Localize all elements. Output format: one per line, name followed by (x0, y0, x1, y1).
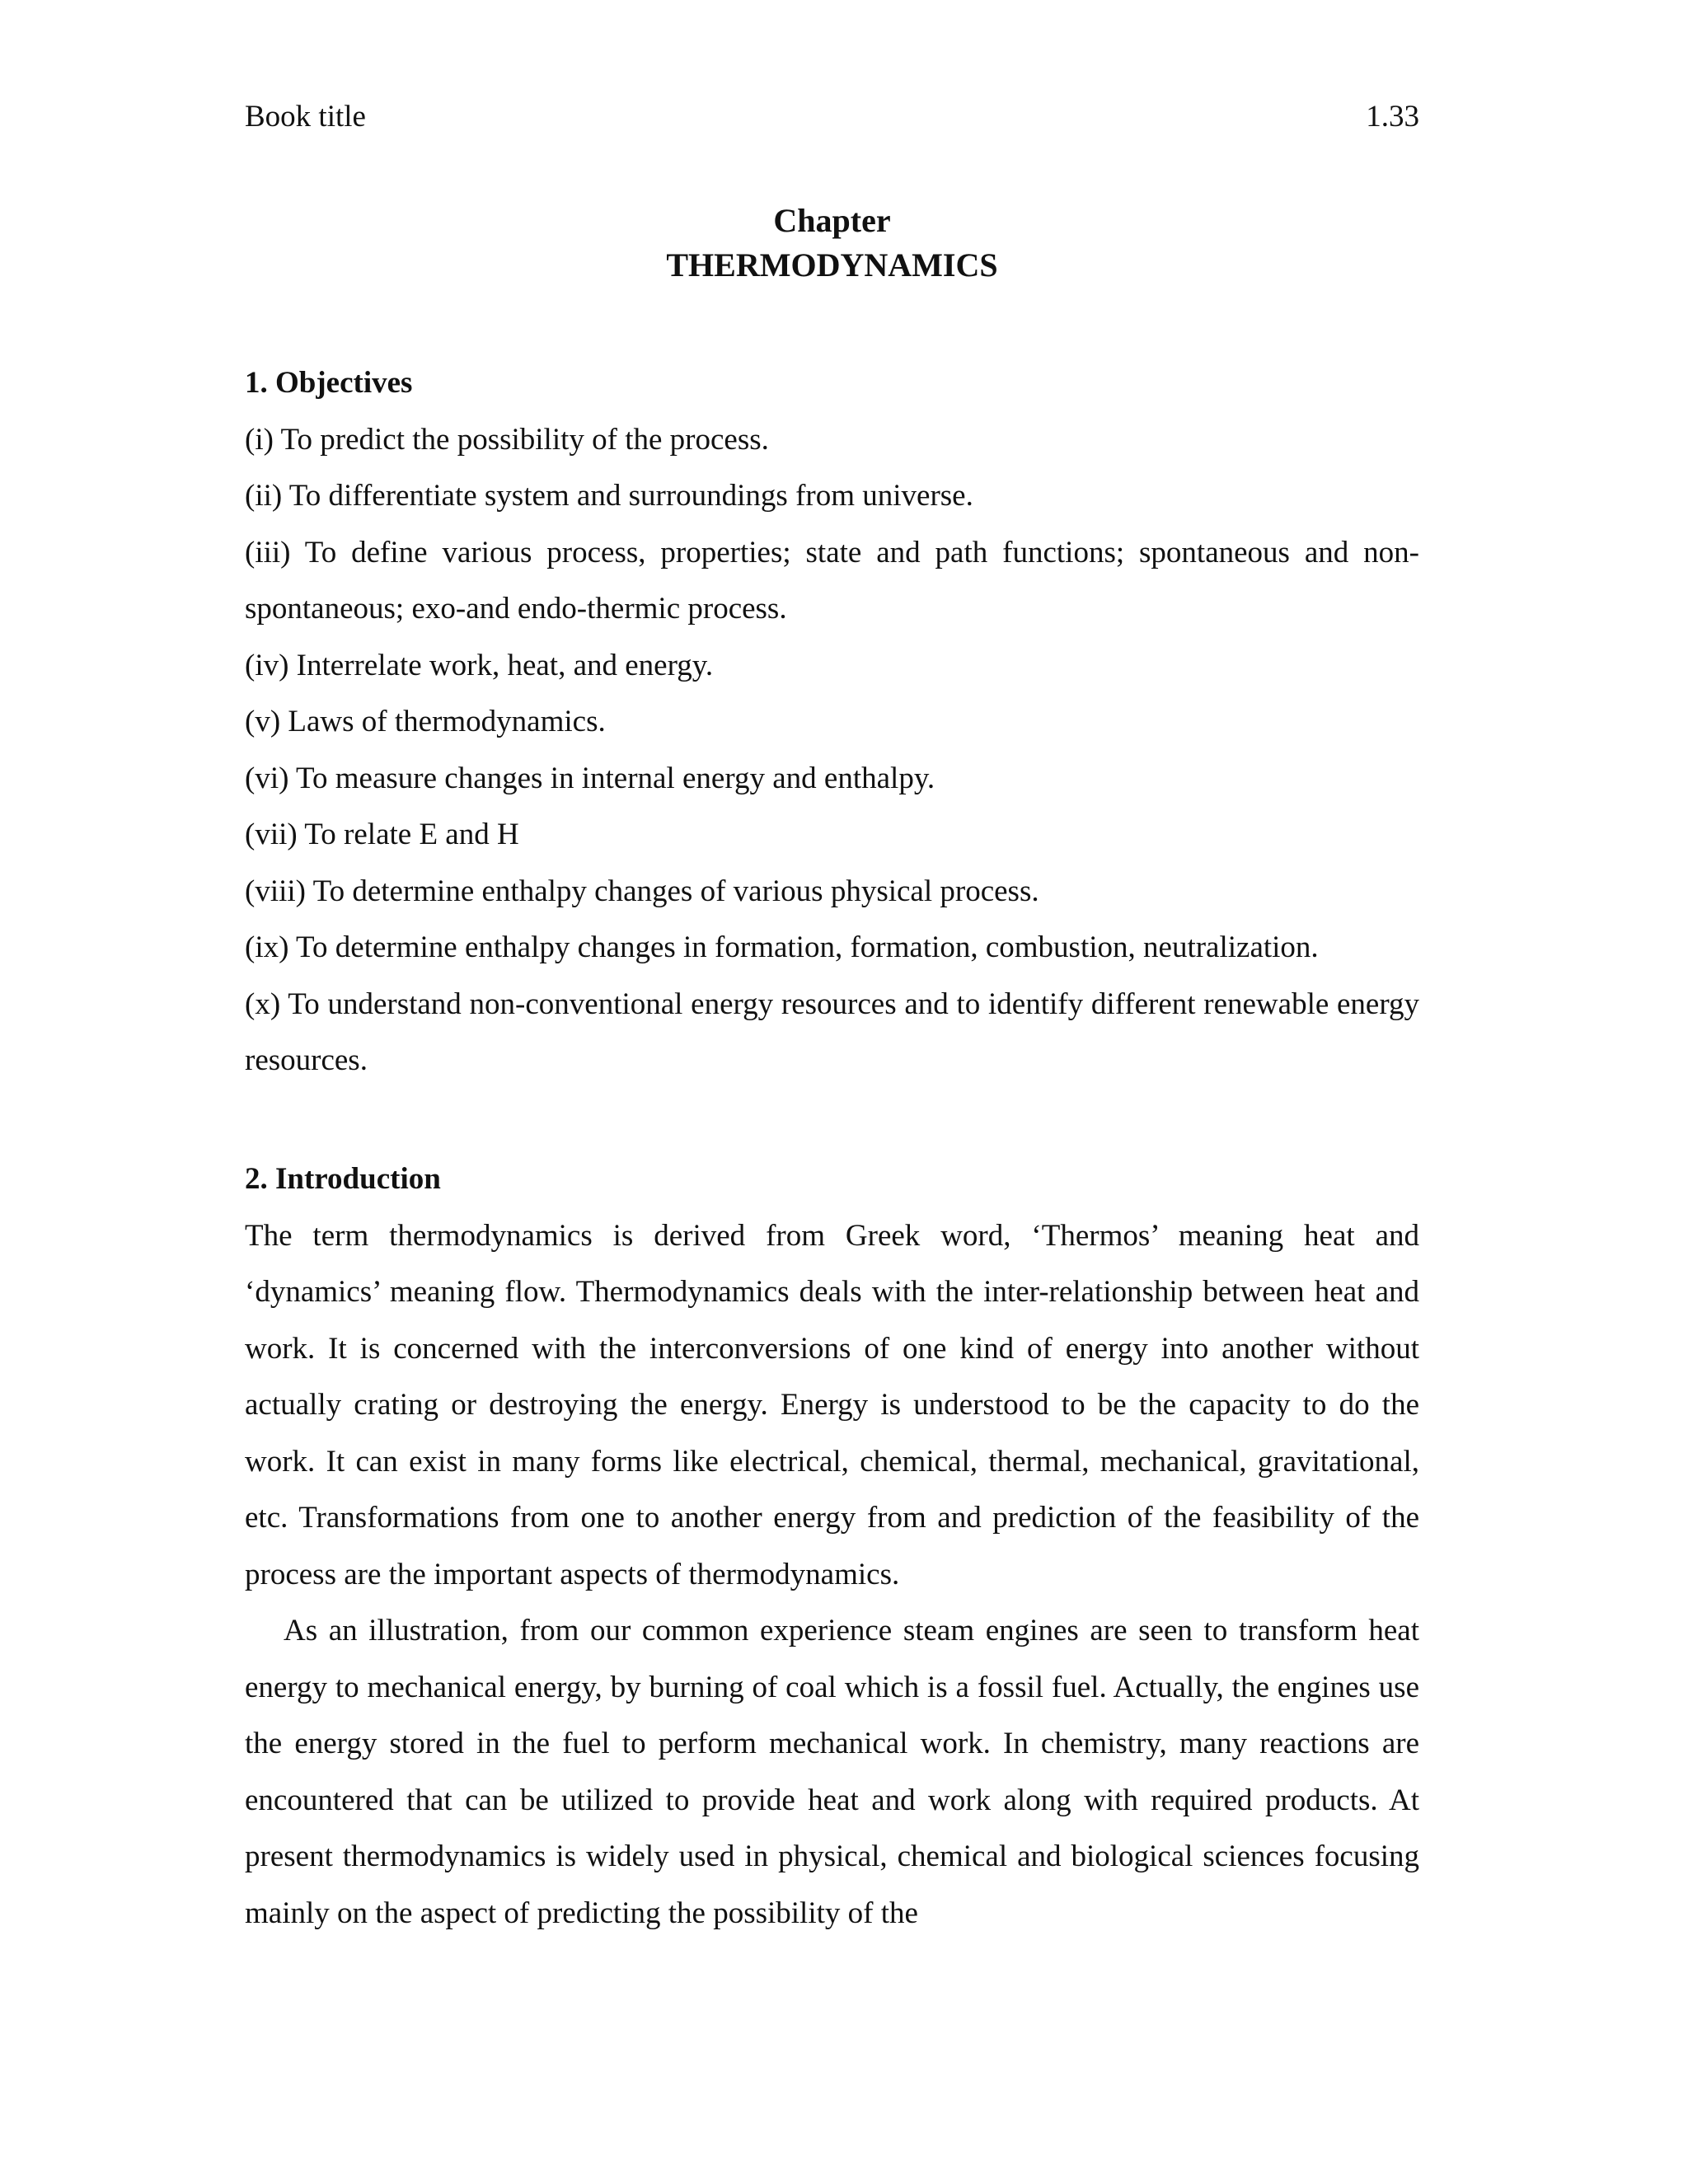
introduction-section (245, 1151, 1419, 1942)
objective-item: (i) To predict the possibility of the process. (245, 422, 769, 457)
introduction-heading: 2. Introduction (245, 1162, 441, 1196)
objectives-section (245, 355, 1419, 1090)
objective-item: (v) Laws of thermodynamics. (245, 705, 606, 738)
objective-item: (iii) To define various process, properties; state and path functions; spontaneous and non-spontaneous; exo-and endo-thermic process. (245, 535, 1419, 626)
book-title: Book title (245, 100, 366, 134)
introduction-paragraph: As an illustration, from our common experience steam engines are seen to transform heat energy to mechanical energy, by burning of coal which is a fossil fuel. Actually, the engines use the energy stored in the fuel to perform mechanical work. In chemistry, many reactions are encountered that can be utilized to provide heat and work along with required products. At present thermodynamics is widely used in physical, chemical and biological sciences focusing mainly on the aspect of predicting the possibility of the (245, 1614, 1419, 1930)
objectives-heading: 1. Objectives (245, 366, 413, 400)
objective-item: (vii) To relate E and H (245, 818, 519, 851)
objective-item: (iv) Interrelate work, heat, and energy. (245, 648, 714, 682)
objective-item: (viii) To determine enthalpy changes of various physical process. (245, 874, 1039, 908)
objective-item: (ii) To differentiate system and surroundings from universe. (245, 479, 973, 513)
objective-item: (vi) To measure changes in internal energy and enthalpy. (245, 761, 935, 795)
chapter-title: THERMODYNAMICS (666, 246, 998, 284)
objective-item: (x) To understand non-conventional energy resources and to identify different renewable energy resources. (245, 987, 1419, 1077)
page-number: 1.33 (1366, 100, 1419, 134)
chapter-heading (245, 199, 1419, 288)
introduction-paragraph: The term thermodynamics is derived from Greek word, ‘Thermos’ meaning heat and ‘dynamics’ meaning flow. Thermodynamics deals with the inter-relationship between heat and work. It is concerned with the interconversions of one kind of energy into another without actually crating or destroying the energy. Energy is understood to be the capacity to do the work. It can exist in many forms like electrical, chemical, thermal, mechanical, gravitational, etc. Transformations from one to another energy from and prediction of the feasibility of the process are the important aspects of thermodynamics. (245, 1218, 1419, 1591)
chapter-label: Chapter (773, 202, 891, 239)
objective-item: (ix) To determine enthalpy changes in formation, formation, combustion, neutralization. (245, 930, 1319, 964)
